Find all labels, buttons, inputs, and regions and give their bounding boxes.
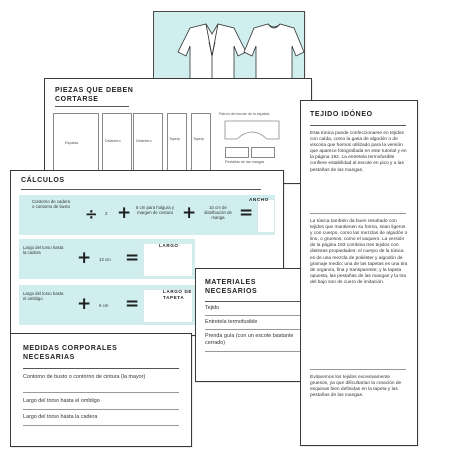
- tejido-paragraph-1: Esta túnica puede confeccionarse en tejidos con caída, como la gasa de algodón o de viscosa que hemos utilizado para la versión que aparece fotografiada en este tutorial y en la página 192. La entretela termofusible confiere estabilidad al escote en pico y a las pestañas de las mangas.: [310, 131, 407, 173]
- calc-row3-label: Largo del torso hasta el ombligo: [23, 291, 64, 302]
- label-delantero-1: Delantero: [105, 139, 121, 143]
- tejido-card: [300, 100, 418, 446]
- medidas-rule-0: [23, 368, 179, 369]
- piece-tapeta-2: [191, 113, 211, 177]
- equals-operator-1: =: [239, 203, 254, 223]
- calc-row1-dist-note: 10 cm de distribución de manga: [204, 205, 232, 221]
- calc-row-3: [19, 285, 195, 325]
- result-tapeta-label: LARGO DE TAPETA: [163, 289, 193, 300]
- materiales-rule-2: [205, 329, 309, 330]
- piece-sleeve-tab-1: [225, 147, 249, 158]
- neck-pattern-shape: [223, 119, 281, 141]
- materiales-item-1: Tejido: [205, 305, 220, 311]
- medidas-rule-2: [23, 409, 179, 410]
- plus-operator-1: +: [117, 203, 132, 223]
- medidas-card: [10, 333, 192, 447]
- equals-operator-3: =: [125, 294, 140, 314]
- plus-operator-3: +: [77, 248, 92, 268]
- plus-operator-2: +: [182, 203, 197, 223]
- calc-row-1: [19, 195, 275, 235]
- medidas-item-3: Largo del torso hasta la cadera: [23, 414, 98, 420]
- calculos-title: CÁLCULOS: [21, 177, 65, 184]
- calc-row1-label: Contorno de cadera o contorno de busto: [32, 199, 70, 210]
- calc-row2-add-note: 13 cm: [99, 257, 111, 262]
- materiales-item-3: Prenda guía (con un escote bastante cerrado): [205, 333, 294, 346]
- tejido-divider-2: [310, 369, 406, 370]
- equals-operator-2: =: [125, 248, 140, 268]
- piece-sleeve-tab-2: [251, 147, 275, 158]
- medidas-rule-3: [23, 425, 179, 426]
- tejido-title: TEJIDO IDÓNEO: [310, 111, 373, 118]
- pieces-title: PIEZAS QUE DEBEN CORTARSE: [55, 87, 134, 103]
- calc-row1-add-note: 8 cm para holgura y margen de costura: [136, 205, 174, 216]
- pieces-rule: [55, 106, 129, 107]
- label-tapeta-2: Tapeta: [193, 137, 204, 141]
- calculos-rule: [21, 189, 261, 190]
- label-delantero-2: Delantero: [136, 139, 152, 143]
- pieces-card: [44, 78, 312, 184]
- divide-operator: ÷: [85, 205, 98, 223]
- result-largo-box: [143, 243, 193, 277]
- materiales-rule-0: [205, 301, 309, 302]
- result-ancho-box: [257, 199, 275, 233]
- calc-row1-divisor: 2: [105, 211, 108, 216]
- tejido-rule: [310, 125, 406, 126]
- medidas-item-1: Contorno de busto o contorno de cintura (la mayor): [23, 374, 146, 380]
- piece-tapeta-1: [167, 113, 187, 177]
- tejido-divider-1: [310, 213, 406, 214]
- calc-row-2: [19, 239, 195, 279]
- calc-row2-label: Largo del torso hasta la cadera: [23, 245, 64, 256]
- label-sleeve-tabs: Pestañas de las mangas: [225, 160, 265, 164]
- medidas-item-2: Largo del torso hasta el ombligo: [23, 398, 100, 404]
- medidas-title: MEDIDAS CORPORALES NECESARIAS: [23, 345, 118, 361]
- result-largo-label: LARGO: [159, 243, 179, 248]
- materiales-title: MATERIALES NECESARIOS: [205, 279, 258, 295]
- tejido-paragraph-2: La túnica también da buen resultado con tejidos que mantienen su forma, sean ligeros y con cuerpo, como las mezclas de algodón o lino, o gruesos, como el vaquero. La versión de la página 193 combina tres tejidos con distintas propiedades: el cuerpo de la túnica es de una mezcla de poliéster y algodón de gramaje medio; una de las tapetas es una tira de organza, fina y transparente; y la tapeta opuesta, las pestañas de las mangas y la tira del bajo son de cuero de imitación.: [310, 219, 408, 285]
- result-ancho-label: ANCHO: [249, 197, 269, 202]
- materiales-item-2: Entretela termofusible: [205, 319, 258, 325]
- label-tapeta-1: Tapeta: [169, 137, 180, 141]
- medidas-rule-1: [23, 392, 179, 393]
- tejido-paragraph-3: Evitaremos los tejidos excesivamente gruesos, ya que dificultarían la creación de esquinas bien definidas en la tapeta y las pestañas de las mangas.: [310, 375, 402, 399]
- calc-row3-add-note: 6 cm: [99, 303, 109, 308]
- materiales-rule-3: [205, 351, 309, 352]
- label-escote-note: Patrón del escote de la espalda: [219, 112, 270, 116]
- label-espalda: Espalda: [65, 141, 78, 145]
- plus-operator-4: +: [77, 294, 92, 314]
- materiales-rule-1: [205, 315, 309, 316]
